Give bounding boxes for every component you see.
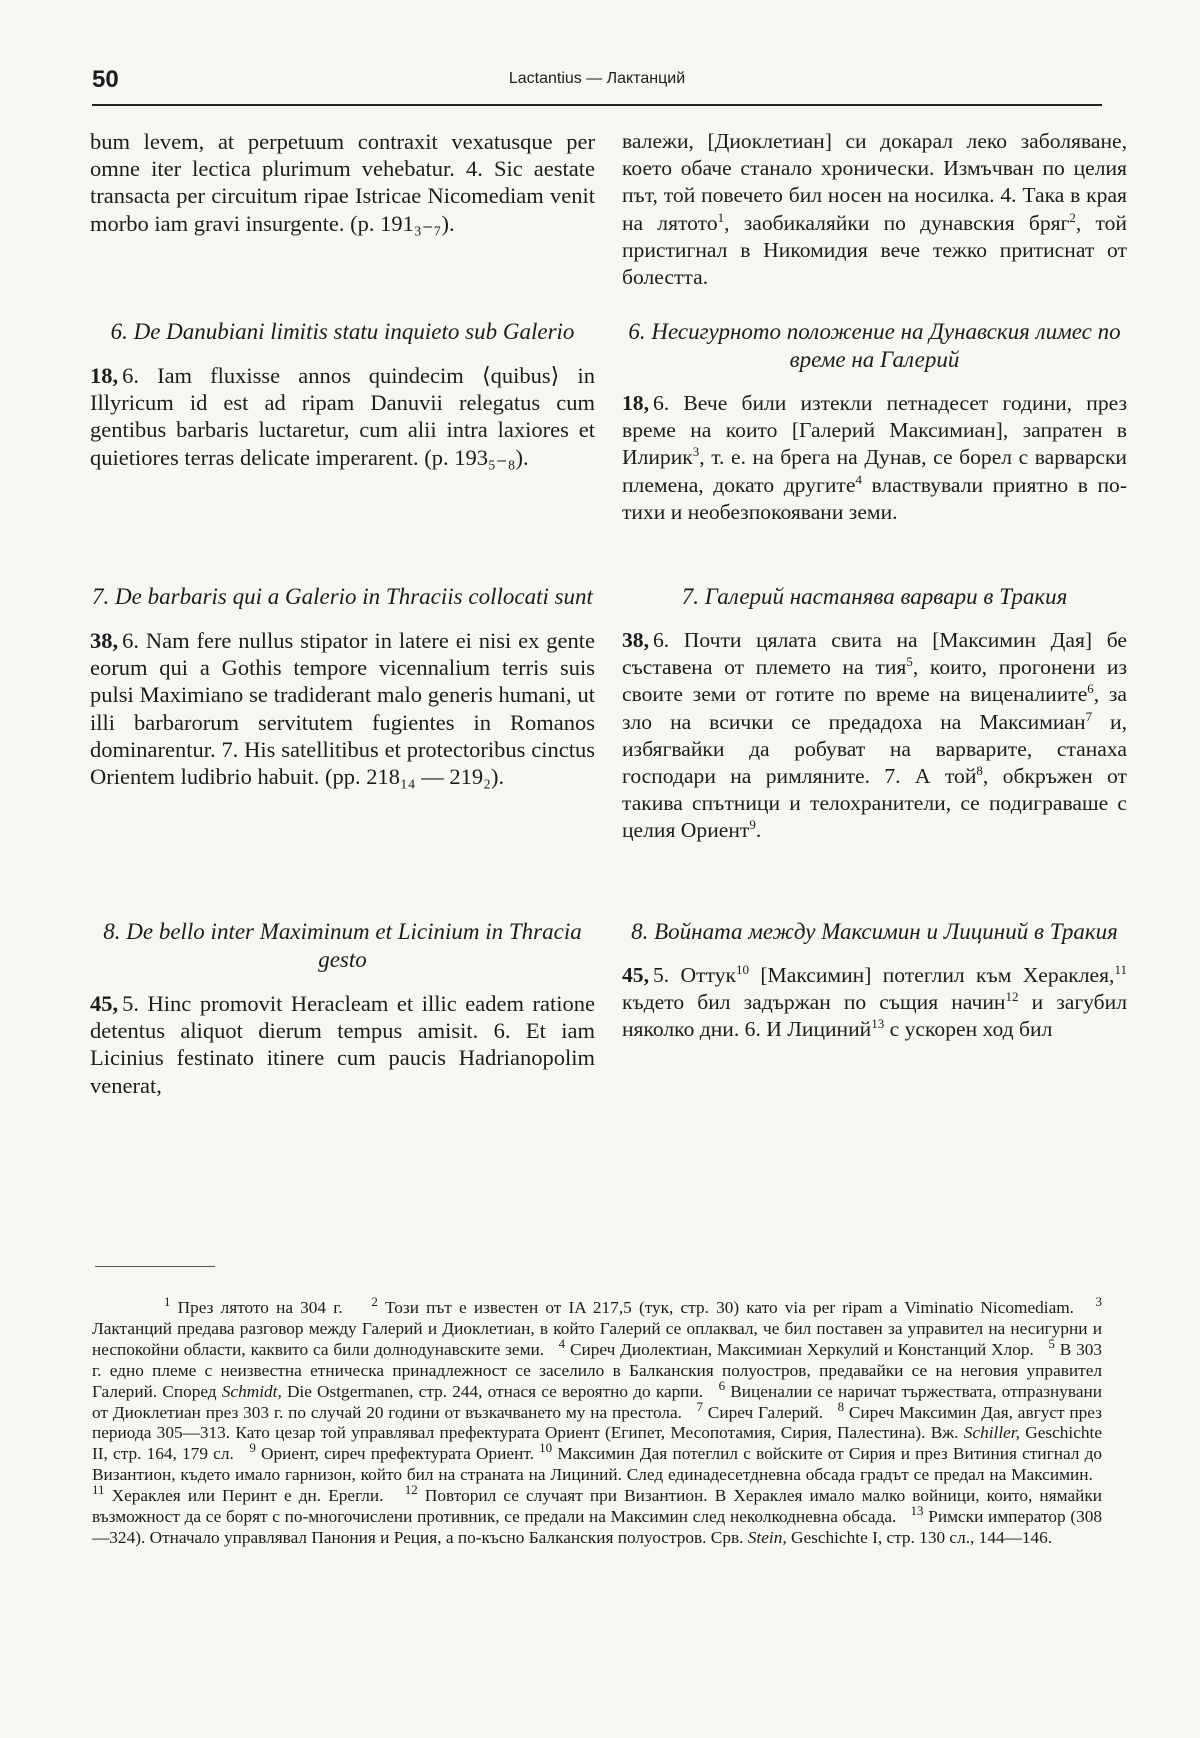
text-run: . (755, 818, 762, 843)
footnote-13: Римски император (308—324). Отначало управлявал Панония и Реция, а по-късно Балканския полуостров. Срв. (92, 1507, 1102, 1547)
bulgarian-section-8-title: 8. Войната между Максимин и Лициний в Тракия (631, 919, 1118, 944)
latin-section-8-text (90, 990, 595, 1099)
chapter-ref: 18, (622, 391, 649, 415)
bulgarian-section-6-title: 6. Несигурното положение на Дунавския лимес по време на Галерий (628, 319, 1121, 372)
text-run: 5. Оттук (653, 963, 737, 987)
footnote-2: Този път е известен от IA 217,5 (тук, стр. 30) като via per ripam a Viminatio Nicomediam. (384, 1298, 1074, 1317)
footnote-number: 4 (558, 1336, 566, 1352)
bulgarian-section-7-text (622, 627, 1127, 845)
latin-section-7 (90, 583, 595, 790)
bulgarian-section-7-title: 7. Галерий настанява варвари в Тракия (681, 584, 1068, 609)
footnote-marker: 2 (1069, 209, 1076, 225)
footnote-6: Виценалии се наричат тържествата, отпразнувани от Диоклетиан през 303 г. по случай 20 години от възкачването му на престола. (92, 1381, 1103, 1422)
text-run: , т. е. на брега на Дунав, се борел с варварски племена, докато другите (622, 445, 1127, 497)
footnote-number: 2 (371, 1294, 378, 1310)
latin-section-6-text (90, 362, 595, 471)
footnote-number: 12 (404, 1482, 418, 1498)
footnote-number: 5 (1048, 1336, 1055, 1352)
chapter-ref: 18, (90, 363, 119, 388)
latin-section-8 (90, 918, 595, 1099)
chapter-ref: 38, (90, 628, 119, 653)
footnote-number: 1 (164, 1294, 171, 1310)
text-run: 6. Вече били изтекли петнадесет години, през време на които [Галерий Максимиан], запратен в Илирик (622, 391, 1127, 470)
footnote-marker: 5 (906, 654, 913, 670)
page-number: 50 (92, 66, 119, 93)
page-header (92, 64, 1102, 106)
chapter-ref: 45, (622, 963, 649, 987)
footnote-marker: 11 (1114, 961, 1127, 977)
footnote-number: 3 (1095, 1294, 1102, 1310)
footnote-number: 13 (910, 1503, 924, 1519)
text-run: където бил задържан по същия начин (622, 990, 1006, 1015)
footnote-marker: 10 (736, 961, 750, 977)
text-run: валежи, [Диоклетиан] си докарал леко заболяване, което обаче станало хронически. Измъчван по целия път, той повечето бил носен на носилка. 4. Така в края на лятото (622, 129, 1127, 235)
footnote-marker: 3 (692, 444, 700, 460)
latin-section-6 (90, 318, 595, 471)
latin-section-6-title: 6. De Danubiani limitis statu inquieto sub Galerio (110, 319, 575, 344)
footnote-marker: 7 (1085, 708, 1093, 724)
footnote-number: 8 (837, 1398, 845, 1414)
footnote-marker: 8 (976, 762, 983, 778)
bulgarian-section-8-text (622, 962, 1127, 1044)
footnote-5: В 303 г. едно племе с неизвестна етническа принадлежност се заселило в Балканския полуостров, предавайки се на неговия управител Галерий. Според (92, 1339, 1102, 1401)
footnote-9: Ориент, сиреч префектурата Ориент. (261, 1444, 534, 1464)
footnote-8-author: Schiller, (963, 1423, 1020, 1443)
footnote-8-cont: Geschichte II, стр. 164, 179 сл. (92, 1423, 1102, 1464)
latin-section-7-title: 7. De barbaris qui a Galerio in Thraciis collocati sunt (92, 584, 593, 609)
bulgarian-intro-text (622, 128, 1127, 291)
text-run: , той пристигнал в Никомидия вече тежко притиснат от болестта. (622, 210, 1127, 290)
chapter-ref: 38, (622, 628, 649, 652)
footnote-number: 10 (539, 1440, 553, 1456)
footnote-divider (95, 1266, 215, 1267)
running-head: Lactantius — Лактанций (508, 70, 686, 87)
footnote-1: През лятото на 304 г. (177, 1298, 343, 1317)
bulgarian-section-6-text (622, 390, 1127, 526)
text-run: властвували приятно в по-тихи и необезпокоявани земи. (622, 472, 1128, 524)
footnote-11: Хераклея или Перинт е дн. Ерегли. (111, 1486, 384, 1506)
text-run: и загубил няколко дни. 6. И Лициний (622, 990, 1128, 1042)
text-run: с ускорен ход бил (884, 1017, 1053, 1042)
footnote-10: Максимин Дая потеглил с войските от Сирия и през Витиния стигнал до Византион, където имало гарнизон, който бил на страната на Лициний. След единадесетдневна обсада градът се предал на Максимин. (92, 1444, 1103, 1485)
text-run: , обкръжен от такива спътници и телохранители, се подиграваше с целия Ориент (622, 764, 1127, 843)
text-run: , заобикаляйки по дунавския бряг (724, 210, 1070, 235)
footnote-marker: 13 (871, 1016, 885, 1032)
footnote-marker: 4 (855, 471, 862, 487)
footnote-5-cont: Die Ostgermanen, стр. 244, отнася се вероятно до карпи. (286, 1381, 704, 1401)
footnote-7: Сиреч Галерий. (707, 1402, 824, 1422)
text-run: 6. Почти цялата свита на [Максимин Дая] бе съставена от племето на тия (622, 628, 1127, 680)
latin-section-6-body: 6. Iam fluxisse annos quindecim ⟨quibus⟩ in Illyricum id est ad ripam Danuvii relegatus cum gentibus barbaris luctaretur, cum alii intra laxiores et quietiores terras delicate imperarent. (p. 193₅₋₈). (90, 363, 595, 470)
bulgarian-section-6 (622, 318, 1127, 526)
footnote-12: Повторил се случаят при Византион. В Хераклея имало малко войници, които, нямайки възможност да се борят с по-многочислени противник, се предали на Максимин след неколкодневна обсада. (92, 1486, 1103, 1527)
latin-intro (90, 128, 595, 237)
footnote-number: 11 (92, 1482, 105, 1498)
bulgarian-intro (622, 128, 1127, 291)
footnote-marker: 12 (1005, 989, 1019, 1005)
chapter-ref: 45, (90, 991, 119, 1016)
footnote-number: 9 (249, 1440, 256, 1456)
text-run: , за зло на всички се предадоха на Максимиан (622, 682, 1127, 734)
footnote-marker: 1 (717, 209, 725, 225)
footnote-3: Лактанций предава разговор между Галерий и Диоклетиан, в който Галерий се оплаквал, че бил поставен за управител на несигурни и неспокойни области, каквито са били долнодунавските земи. (92, 1318, 1102, 1359)
latin-section-7-body: 6. Nam fere nullus stipator in latere ei nisi ex gente eorum qui a Gothis tempore vicennalium terris suis pulsi Maximiano se tradiderant malo generis humani, ut illi barbarorum servitutem fugientes in Romanos dominarentur. 7. His satellitibus et protectoribus cinctus Orientem ludibrio habuit. (pp. 218₁₄ — 219₂). (90, 628, 595, 790)
footnotes (92, 1294, 1103, 1549)
bulgarian-section-8 (622, 918, 1127, 1044)
text-run: , които, прогонени из своите земи от готите по време на виценалиите (622, 655, 1128, 707)
footnote-4: Сиреч Диолектиан, Максимиан Херкулий и Констанций Хлор. (569, 1339, 1034, 1359)
footnote-marker: 9 (749, 817, 756, 833)
footnote-number: 6 (718, 1377, 726, 1393)
footnote-marker: 6 (1087, 681, 1094, 697)
footnote-8: Сиреч Максимин Дая, август през периода 305—313. Като цезар той управлявал префектурата Ориент (Египет, Месопотамия, Сирия, Палестина). Вж. (92, 1402, 1102, 1443)
footnote-number: 7 (696, 1398, 703, 1414)
latin-section-7-text (90, 627, 595, 790)
latin-section-8-body: 5. Hinc promovit Heracleam et illic eadem ratione detentus aliquot dierum tempus amisit. 6. Et iam Licinius festinato itinere cum paucis Hadrianopolim venerat, (90, 991, 595, 1098)
text-run: [Максимин] потеглил към Хераклея, (749, 963, 1115, 987)
footnote-13-author: Stein, (747, 1527, 787, 1547)
latin-intro-text: bum levem, at perpetuum contraxit vexatusque per omne iter lectica plurimum vehebatur. 4. Sic aestate transacta per circuitum ripae Istricae Nicomediam venit morbo iam gravi insurgente. (p. 191₃₋₇). (90, 129, 595, 236)
footnote-13-cont: Geschichte I, стр. 130 сл., 144—146. (790, 1527, 1053, 1547)
bulgarian-section-7 (622, 583, 1127, 845)
footnote-5-author: Schmidt, (221, 1381, 282, 1401)
text-run: и, избягвайки да робуват на варварите, станаха господари на римляните. 7. А той (622, 709, 1127, 789)
latin-section-8-title: 8. De bello inter Maximinum et Licinium in Thracia gesto (103, 919, 582, 972)
